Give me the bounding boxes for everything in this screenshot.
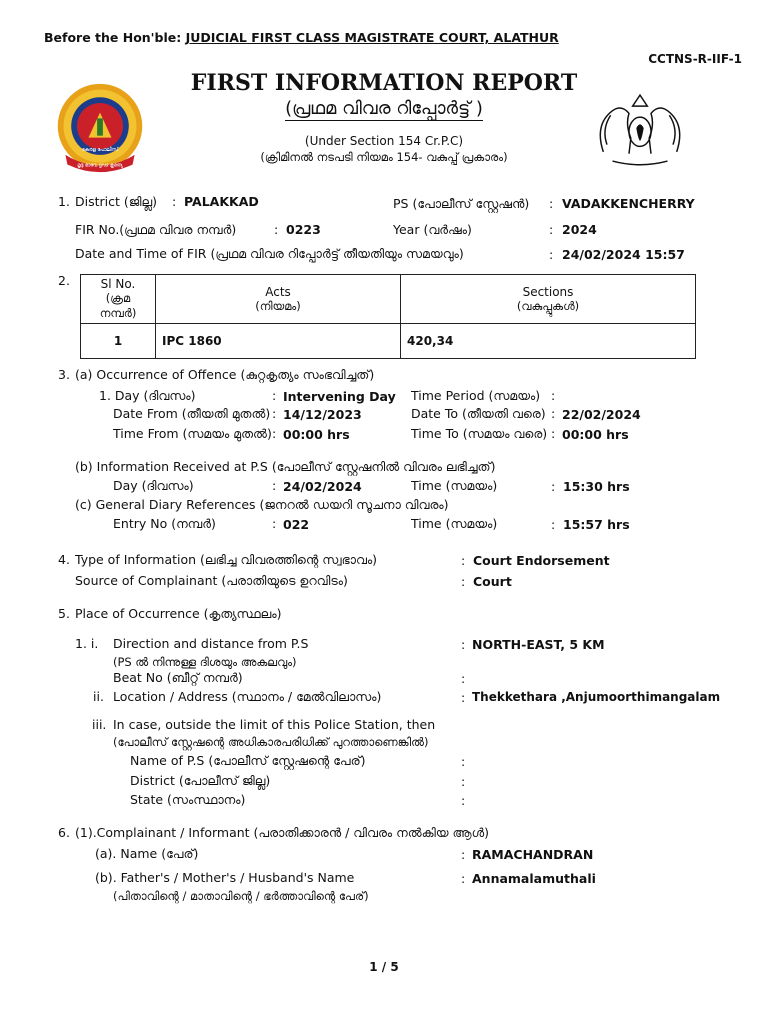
parent-name-label-ml: (പിതാവിന്റെ / മാതാവിന്റെ / ഭർത്താവിന്റെ പേര്) [113, 889, 369, 903]
gd-time-label: Time (സമയം) [411, 516, 498, 531]
complainant-name-label: (a). Name (പേര്) [95, 846, 199, 861]
col-sl: Sl No. (ക്രമ നമ്പർ) [81, 275, 156, 324]
date-to-colon: : [551, 406, 556, 421]
day-label: 1. Day (ദിവസം) [99, 388, 196, 403]
year-label: Year (വർഷം) [393, 222, 472, 237]
period-colon: : [551, 388, 556, 403]
info-type-colon: : [461, 553, 466, 568]
section-6-number: 6. [58, 825, 70, 840]
day-value: Intervening Day [283, 389, 396, 404]
other-ps-name-colon: : [461, 754, 466, 769]
received-day-label: Day (ദിവസം) [113, 478, 194, 493]
received-time-colon: : [551, 479, 556, 494]
court-line [44, 30, 559, 45]
report-title: FIRST INFORMATION REPORT [190, 70, 578, 96]
received-time-value: 15:30 hrs [563, 479, 630, 494]
form-code: CCTNS-R-IIF-1 [648, 52, 742, 66]
complainant-name-colon: : [461, 847, 466, 862]
other-state-label: State (സംസ്ഥാനം) [130, 792, 246, 807]
direction-label-ml: (PS ൽ നിന്നുള്ള ദിശയും അകലവും) [113, 655, 297, 669]
place-ii-number: ii. [93, 689, 104, 704]
direction-label: Direction and distance from P.S [113, 636, 309, 651]
ps-label: PS (പോലീസ് സ്റ്റേഷൻ) [393, 196, 530, 211]
outside-limit-label: In case, outside the limit of this Police Station, then [113, 717, 436, 732]
other-district-label: District (പോലീസ് ജില്ല) [130, 773, 271, 788]
time-from-value: 00:00 hrs [283, 427, 350, 442]
fir-datetime-value: 24/02/2024 15:57 [562, 247, 685, 262]
fir-colon: : [274, 222, 279, 237]
beat-colon: : [461, 671, 466, 686]
place-label: Place of Occurrence (കൃത്യസ്ഥലം) [75, 606, 282, 621]
fir-datetime-label: Date and Time of FIR (പ്രഥമ വിവര റിപ്പോർട്ട് തീയതിയും സമയവും) [75, 246, 464, 261]
section-3-number: 3. [58, 367, 70, 382]
received-day-value: 24/02/2024 [283, 479, 362, 494]
complainant-name-value: RAMACHANDRAN [472, 847, 594, 862]
emblem-text: കേരള പോലീസ് [81, 148, 119, 154]
time-from-colon: : [272, 426, 277, 441]
year-value: 2024 [562, 222, 597, 237]
outside-limit-label-ml: (പോലീസ് സ്റ്റേഷന്റെ അധികാരപരിധിക്ക് പുറത്താണെങ്കിൽ) [113, 735, 429, 749]
district-colon: : [172, 194, 177, 209]
complainant-label: (1).Complainant / Informant (പരാതിക്കാരൻ / വിവരം നൽകിയ ആൾ) [75, 825, 489, 840]
fir-number: 0223 [286, 222, 321, 237]
place-i-number: 1. i. [75, 636, 99, 651]
year-colon: : [549, 222, 554, 237]
gd-references-label: (c) General Diary References (ജനറൽ ഡയറി സൂചനാ വിവരം) [75, 497, 449, 512]
direction-colon: : [461, 637, 466, 652]
received-day-colon: : [272, 478, 277, 493]
report-subtitle-ml: (ക്രിമിനൽ നടപടി നിയമം 154- വകുപ്പ് പ്രകാരം) [260, 150, 508, 164]
fir-label: FIR No.(പ്രഥമ വിവര നമ്പർ) [75, 222, 237, 237]
parent-name-label: (b). Father's / Mother's / Husband's Name [95, 870, 355, 885]
court-name: JUDICIAL FIRST CLASS MAGISTRATE COURT, ALATHUR [185, 30, 559, 45]
district-label: District (ജില്ല) [75, 194, 158, 209]
received-time-label: Time (സമയം) [411, 478, 498, 493]
source-colon: : [461, 574, 466, 589]
table-row [81, 324, 696, 359]
day-colon: : [272, 388, 277, 403]
place-iii-number: iii. [92, 717, 107, 732]
entry-no-colon: : [272, 516, 277, 531]
date-from-value: 14/12/2023 [283, 407, 362, 422]
page-number: 1 / 5 [369, 960, 399, 974]
report-title-ml: (പ്രഥമ വിവര റിപ്പോർട്ട് ) [285, 98, 483, 119]
time-to-label: Time To (സമയം വരെ) [411, 426, 548, 441]
parent-name-colon: : [461, 871, 466, 886]
row-act: IPC 1860 [156, 324, 401, 359]
time-to-colon: : [551, 426, 556, 441]
ps-colon: : [549, 196, 554, 211]
entry-no-label: Entry No (നമ്പർ) [113, 516, 216, 531]
info-type-value: Court Endorsement [473, 553, 610, 568]
direction-value: NORTH-EAST, 5 KM [472, 637, 605, 652]
motto-text: മൃദു ഭാവേ ദൃഢ കൃത്യേ [77, 163, 123, 169]
location-value: Thekkethara ,Anjumoorthimangalam [472, 690, 721, 704]
section-2-number: 2. [58, 273, 70, 288]
other-district-colon: : [461, 774, 466, 789]
parent-name-value: Annamalamuthali [472, 871, 596, 886]
section-1-number: 1. [58, 194, 70, 209]
section-4-number: 4. [58, 552, 70, 567]
gd-time-value: 15:57 hrs [563, 517, 630, 532]
date-from-label: Date From (തീയതി മുതൽ) [113, 406, 271, 421]
other-state-colon: : [461, 793, 466, 808]
occurrence-label: (a) Occurrence of Offence (കുറ്റകൃത്യം സംഭവിച്ചത്) [75, 367, 375, 382]
entry-no-value: 022 [283, 517, 310, 532]
section-5-number: 5. [58, 606, 70, 621]
period-label: Time Period (സമയം) [411, 388, 541, 403]
info-type-label: Type of Information (ലഭിച്ച വിവരത്തിന്റെ സ്വഭാവം) [75, 552, 378, 567]
col-acts: Acts (നിയമം) [156, 275, 401, 324]
date-to-label: Date To (തീയതി വരെ) [411, 406, 546, 421]
time-from-label: Time From (സമയം മുതൽ) [113, 426, 272, 441]
info-received-label: (b) Information Received at P.S (പോലീസ് സ്റ്റേഷനിൽ വിവരം ലഭിച്ചത്) [75, 459, 496, 474]
before-prefix: Before the Hon'ble: [44, 30, 182, 45]
row-sl: 1 [81, 324, 156, 359]
beat-label: Beat No (ബീറ്റ് നമ്പർ) [113, 670, 243, 685]
time-to-value: 00:00 hrs [562, 427, 629, 442]
source-label: Source of Complainant (പരാതിയുടെ ഉറവിടം) [75, 573, 348, 588]
gd-time-colon: : [551, 517, 556, 532]
row-sections: 420,34 [401, 324, 696, 359]
district-value: PALAKKAD [184, 194, 259, 209]
acts-table [80, 274, 696, 359]
date-from-colon: : [272, 406, 277, 421]
col-sections: Sections (വകുപ്പുകൾ) [401, 275, 696, 324]
other-ps-name-label: Name of P.S (പോലീസ് സ്റ്റേഷന്റെ പേര്) [130, 753, 366, 768]
fir-datetime-colon: : [549, 247, 554, 262]
report-subtitle: (Under Section 154 Cr.P.C) [304, 134, 464, 148]
acts-table-header [81, 275, 696, 324]
location-label: Location / Address (സ്ഥാനം / മേൽവിലാസം) [113, 689, 382, 704]
source-value: Court [473, 574, 512, 589]
location-colon: : [461, 690, 466, 705]
ps-value: VADAKKENCHERRY [562, 196, 695, 211]
date-to-value: 22/02/2024 [562, 407, 641, 422]
